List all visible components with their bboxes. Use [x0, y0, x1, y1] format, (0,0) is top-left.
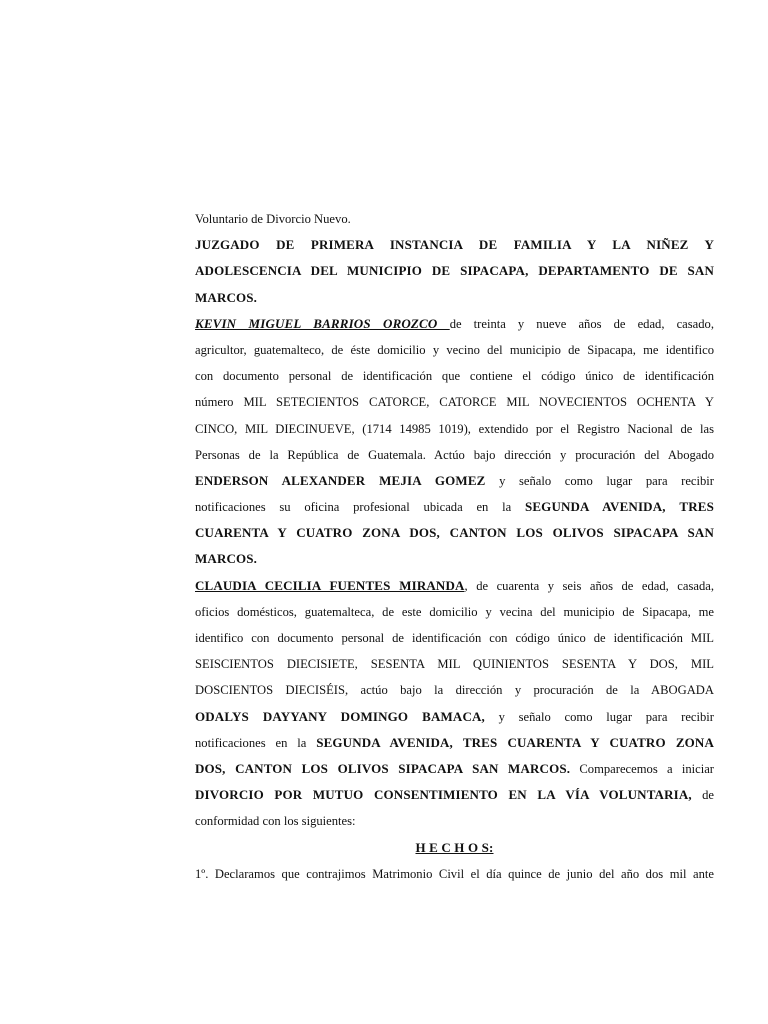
fact-1: 1º. Declaramos que contrajimos Matrimonio Civil el día quince de junio del año dos mil ante — [195, 866, 714, 881]
party1-line-4: número MIL SETECIENTOS CATORCE, CATORCE MIL NOVECIENTOS OCHENTA Y — [195, 395, 714, 410]
document-heading: Voluntario de Divorcio Nuevo. — [195, 212, 351, 226]
party2-line-10: conformidad con los siguientes: — [195, 814, 356, 829]
court-line-1: JUZGADO DE PRIMERA INSTANCIA DE FAMILIA Y LA NIÑEZ Y — [195, 237, 714, 253]
party1-line-7: ENDERSON ALEXANDER MEJIA GOMEZ y señalo como lugar para recibir — [195, 472, 714, 488]
party2-line-9: DIVORCIO POR MUTUO CONSENTIMIENTO EN LA VÍA VOLUNTARIA, de — [195, 787, 714, 803]
party2-line-6: ODALYS DAYYANY DOMINGO BAMACA, y señalo como lugar para recibir — [195, 708, 714, 724]
party1-line-2: agricultor, guatemalteco, de éste domicilio y vecino del municipio de Sipacapa, me identifico — [195, 342, 714, 357]
party1-lawyer: ENDERSON ALEXANDER MEJIA GOMEZ — [195, 472, 486, 488]
divorce-type: DIVORCIO POR MUTUO CONSENTIMIENTO EN LA VÍA VOLUNTARIA, — [195, 787, 692, 803]
party2-line-7: notificaciones en la SEGUNDA AVENIDA, TRES CUARENTA Y CUATRO ZONA — [195, 734, 715, 750]
party2-line-4: SEISCIENTOS DIECISIETE, SESENTA MIL QUINIENTOS SESENTA Y DOS, MIL — [195, 657, 714, 672]
party1-name: KEVIN MIGUEL BARRIOS OROZCO — [195, 315, 450, 331]
party1-line-3: con documento personal de identificación que contiene el código único de identificación — [195, 369, 714, 384]
party1-line-9: CUARENTA Y CUATRO ZONA DOS, CANTON LOS OLIVOS SIPACAPA SAN — [195, 525, 714, 541]
document-page — [195, 206, 714, 887]
court-line-2: ADOLESCENCIA DEL MUNICIPIO DE SIPACAPA, DEPARTAMENTO DE SAN — [195, 263, 714, 279]
party1-line-1: KEVIN MIGUEL BARRIOS OROZCO de treinta y nueve años de edad, casado, — [195, 315, 714, 331]
party2-lawyer: ODALYS DAYYANY DOMINGO BAMACA, — [195, 708, 485, 724]
party1-line-6: Personas de la República de Guatemala. Actúo bajo dirección y procuración del Abogado — [195, 447, 714, 462]
party2-line-5: DOSCIENTOS DIECISÉIS, actúo bajo la dirección y procuración de la ABOGADA — [195, 683, 714, 698]
party2-line-1: CLAUDIA CECILIA FUENTES MIRANDA, de cuarenta y seis años de edad, casada, — [195, 577, 714, 593]
party2-line-8: DOS, CANTON LOS OLIVOS SIPACAPA SAN MARCOS. Comparecemos a iniciar — [195, 760, 714, 776]
party1-line-8: notificaciones su oficina profesional ubicada en la SEGUNDA AVENIDA, TRES — [195, 499, 714, 515]
court-line-3: MARCOS. — [195, 289, 258, 305]
party2-line-3: identifico con documento personal de identificación con código único de identificación MIL — [195, 631, 714, 645]
party1-line-5: CINCO, MIL DIECINUEVE, (1714 14985 1019), extendido por el Registro Nacional de las — [195, 421, 714, 436]
party2-name: CLAUDIA CECILIA FUENTES MIRANDA — [195, 577, 465, 593]
party2-line-2: oficios domésticos, guatemalteca, de este domicilio y vecina del municipio de Sipacapa, me — [195, 604, 714, 619]
party1-line-10: MARCOS. — [195, 551, 258, 567]
facts-title: H E C H O S: — [415, 839, 494, 855]
